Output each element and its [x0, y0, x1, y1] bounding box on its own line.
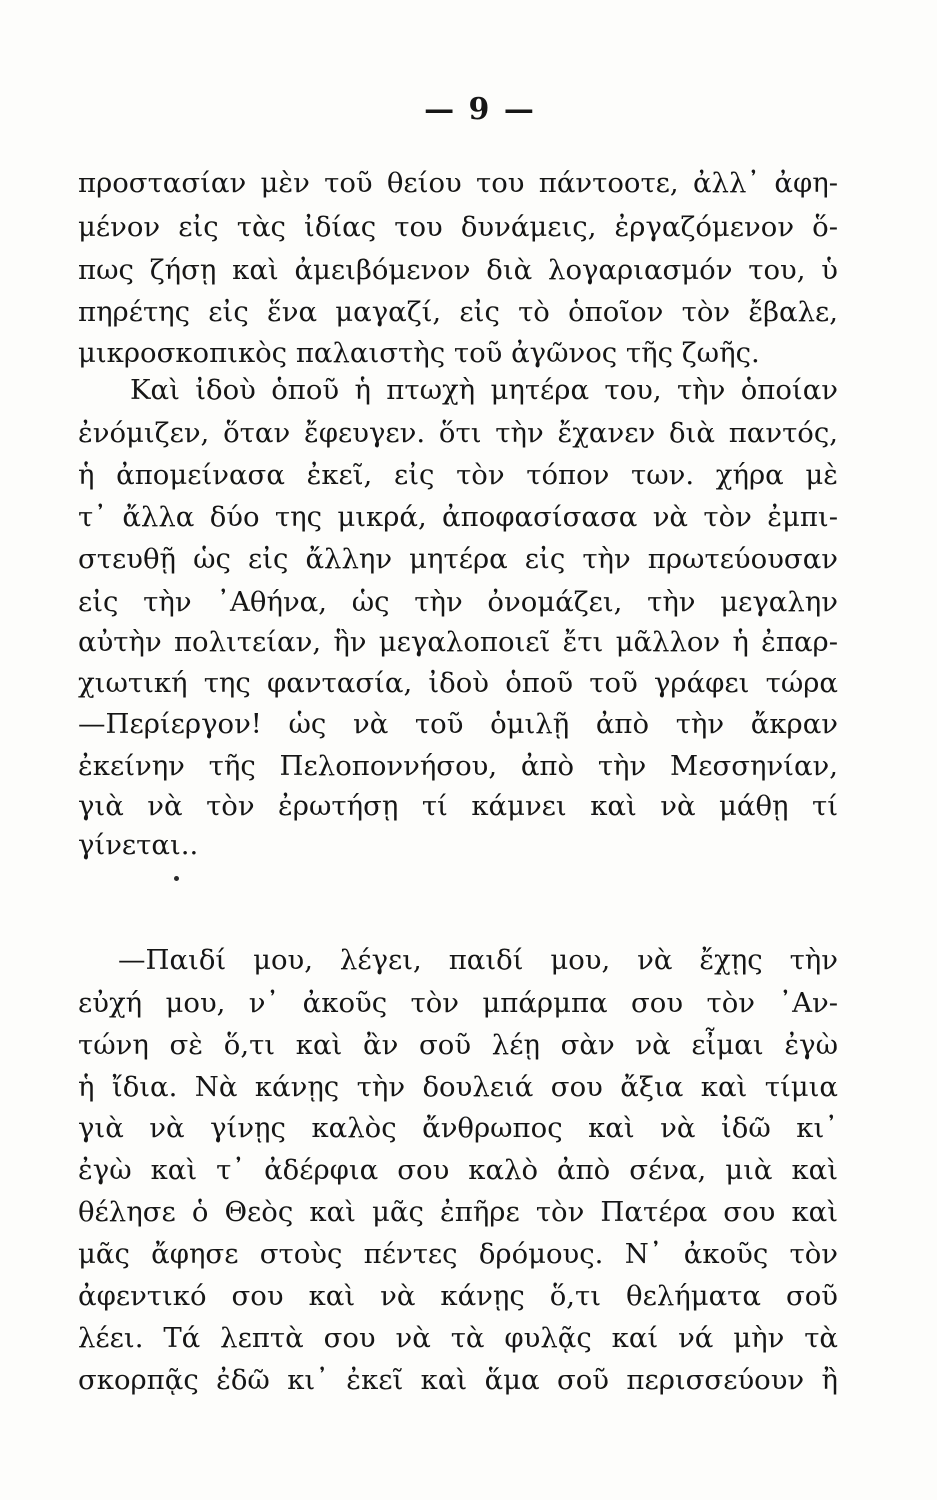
text-line: ἡ ἀπομείνασα ἐκεῖ, εἰς τὸν τόπον των. χήρα μὲ [78, 459, 838, 491]
text-line: γιὰ νὰ τὸν ἐρωτήσῃ τί κάμνει καὶ νὰ μάθῃ τί [78, 790, 838, 822]
text-line: —Περίεργον! ὡς νὰ τοῦ ὁμιλῇ ἀπὸ τὴν ἄκραν [78, 708, 838, 740]
text-line: πως ζήσῃ καὶ ἀμειβόμενον διὰ λογαριασμόν του, ὑ [78, 254, 838, 286]
page-number: — 9 — [424, 92, 536, 127]
text-line: —Παιδί μου, λέγει, παιδί μου, νὰ ἔχῃς τὴν [118, 944, 838, 976]
text-line: ἡ ἴδια. Νὰ κάνῃς τὴν δουλειά σου ἄξια καὶ τίμια [78, 1071, 838, 1103]
text-line: τώνη σὲ ὅ,τι καὶ ἂν σοῦ λέῃ σὰν νὰ εἶμαι ἐγὼ [78, 1029, 838, 1061]
text-line: ἀφεντικό σου καὶ νὰ κάνῃς ὅ,τι θελήματα σοῦ [78, 1280, 838, 1312]
text-line: γιὰ νὰ γίνῃς καλὸς ἄνθρωπος καὶ νὰ ἰδῶ κι᾽ [78, 1112, 838, 1144]
text-line: προστασίαν μὲν τοῦ θείου του πάντοοτε, ἀλλ᾽ ἀφη- [78, 167, 838, 199]
text-line: χιωτική της φαντασία, ἰδοὺ ὁποῦ τοῦ γράφει τώρα [78, 667, 838, 699]
text-line: ἐγὼ καὶ τ᾽ ἀδέρφια σου καλὸ ἀπὸ σένα, μιὰ καὶ [78, 1154, 838, 1186]
text-line: μένον εἰς τὰς ἰδίας του δυνάμεις, ἐργαζόμενον ὅ- [78, 211, 838, 243]
text-line: σκορπᾷς ἐδῶ κι᾽ ἐκεῖ καὶ ἅμα σοῦ περισσεύουν ἢ [78, 1364, 838, 1396]
text-line: πηρέτης εἰς ἕνα μαγαζί, εἰς τὸ ὁποῖον τὸν ἔβαλε, [78, 296, 838, 328]
ink-speck [174, 876, 179, 881]
text-line: αὐτὴν πολιτείαν, ἣν μεγαλοποιεῖ ἔτι μᾶλλον ἡ ἐπαρ- [78, 626, 838, 658]
text-line: μᾶς ἄφησε στοὺς πέντες δρόμους. Ν᾽ ἀκοῦς τὸν [78, 1238, 838, 1270]
text-line: τ᾽ ἄλλα δύο της μικρά, ἀποφασίσασα νὰ τὸν ἐμπι- [78, 501, 838, 533]
text-line: Καὶ ἰδοὺ ὁποῦ ἡ πτωχὴ μητέρα του, τὴν ὁποίαν [130, 374, 838, 406]
text-line: στευθῇ ὡς εἰς ἄλλην μητέρα εἰς τὴν πρωτεύουσαν [78, 543, 838, 575]
text-line: γίνεται.. [78, 829, 199, 861]
text-line: εὐχή μου, ν᾽ ἀκοῦς τὸν μπάρμπα σου τὸν ᾽Αν- [78, 987, 838, 1019]
text-line: εἰς τὴν ᾽Αθήνα, ὡς τὴν ὀνομάζει, τὴν μεγαλην [78, 586, 838, 618]
text-line: λέει. Τά λεπτὰ σου νὰ τὰ φυλᾷς καί νά μὴν τὰ [78, 1322, 838, 1354]
text-line: ἐνόμιζεν, ὅταν ἔφευγεν. ὅτι τὴν ἔχανεν διὰ παντός, [78, 417, 838, 449]
text-line: θέλησε ὁ Θεὸς καὶ μᾶς ἐπῆρε τὸν Πατέρα σου καὶ [78, 1196, 838, 1228]
text-line: ἐκείνην τῆς Πελοποννήσου, ἀπὸ τὴν Μεσσηνίαν, [78, 750, 838, 782]
text-line: μικροσκοπικὸς παλαιστὴς τοῦ ἀγῶνος τῆς ζωῆς. [78, 337, 760, 369]
